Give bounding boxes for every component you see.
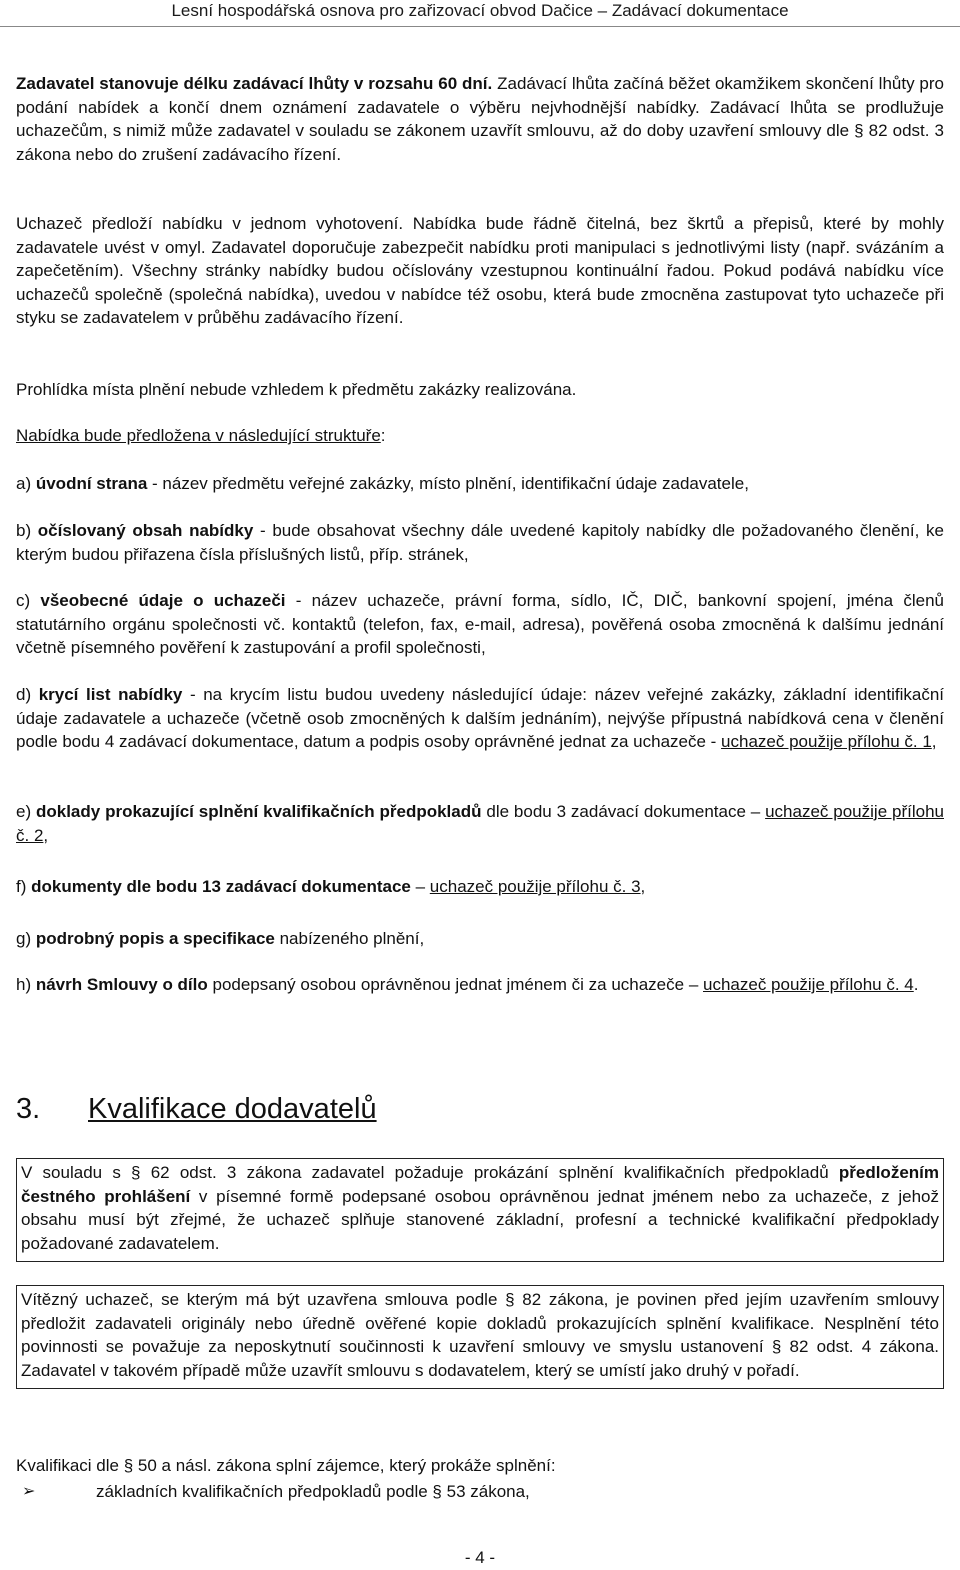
item-f bbox=[16, 875, 944, 899]
box-declaration bbox=[16, 1158, 944, 1262]
box-declaration-text-1: V souladu s § 62 odst. 3 zákona zadavatel požaduje prokázání splnění kvalifikačních předpokladů bbox=[21, 1163, 839, 1182]
item-e-end: , bbox=[43, 825, 49, 845]
item-g-bold: podrobný popis a specifikace bbox=[35, 929, 275, 948]
item-f-attachment-link[interactable]: uchazeč použije přílohu č. 3 bbox=[429, 877, 641, 896]
list-item-text: základních kvalifikačních předpokladů podle § 53 zákona, bbox=[96, 1481, 530, 1501]
item-c-bold: všeobecné údaje o uchazeči bbox=[40, 591, 286, 610]
section-title: Kvalifikace dodavatelů bbox=[88, 1093, 377, 1125]
inspection-text: Prohlídka místa plnění nebude vzhledem k předmětu zakázky realizována. bbox=[16, 380, 577, 399]
structure-heading-text: Nabídka bude předložena v následující struktuře bbox=[16, 426, 381, 445]
paragraph-qualification bbox=[16, 1454, 944, 1503]
item-g-prefix: g) bbox=[16, 929, 36, 948]
item-a-bold: úvodní strana bbox=[35, 474, 148, 493]
page-number bbox=[0, 1546, 960, 1570]
item-c-text: - název uchazeče, právní forma, sídlo, IČ, DIČ, bankovní spojení, jména členů statutárního orgánu společnosti vč. kontaktů (telefon, fax, e-mail, adresa), pověřená osoba zmocněná k dalšímu jednání včetně písemného pověření k zastupování a profil společnosti, bbox=[16, 591, 944, 657]
deadline-bold: Zadavatel stanovuje délku zadávací lhůty v rozsahu 60 dní. bbox=[16, 74, 493, 93]
item-b-bold: očíslovaný obsah nabídky bbox=[37, 521, 254, 540]
item-g bbox=[16, 927, 944, 951]
item-d-prefix: d) bbox=[16, 685, 39, 704]
item-f-prefix: f) bbox=[16, 877, 32, 896]
item-f-text: – bbox=[410, 877, 430, 896]
item-h-end: . bbox=[913, 975, 919, 994]
arrow-bullet-icon: ➢ bbox=[22, 1482, 36, 1500]
paragraph-deadline bbox=[16, 72, 944, 166]
list-item bbox=[16, 1480, 944, 1504]
item-e-prefix: e) bbox=[16, 802, 36, 821]
deadline-text: Zadávací lhůta začíná běžet okamžikem skončení lhůty pro podání nabídek a končí dnem oznámení zadavatele o výběru nejvhodnější nabídky. Zadávací lhůta se prodlužuje uchazečům, s nimiž může zadavatel v souladu se zákonem uzavřít smlouvu, až do doby uzavření smlouvy dle § 82 odst. 3 zákona nebo do zrušení zadávacího řízení. bbox=[16, 74, 945, 164]
item-h-bold: návrh Smlouvy o dílo bbox=[35, 975, 208, 994]
item-h-text: podepsaný osobou oprávněnou jednat jménem či za uchazeče – bbox=[207, 975, 703, 994]
item-h bbox=[16, 973, 944, 997]
item-a-prefix: a) bbox=[16, 474, 36, 493]
item-f-bold: dokumenty dle bodu 13 zadávací dokumentace bbox=[31, 877, 411, 896]
item-e-text: dle bodu 3 zadávací dokumentace – bbox=[481, 802, 766, 821]
structure-colon: : bbox=[380, 426, 386, 445]
box-declaration-bold: předložením čestného prohlášení bbox=[21, 1163, 939, 1206]
page-number-text: - 4 - bbox=[464, 1548, 496, 1567]
item-f-end: , bbox=[640, 877, 646, 896]
item-e bbox=[16, 800, 944, 847]
item-d-attachment-link[interactable]: uchazeč použije přílohu č. 1 bbox=[721, 732, 932, 751]
item-g-text: nabízeného plnění, bbox=[274, 929, 425, 948]
header-rule bbox=[0, 26, 960, 27]
offer-text: Uchazeč předloží nabídku v jednom vyhotovení. Nabídka bude řádně čitelná, bez škrtů a přepisů, které by mohly zadavatele uvést v omyl. Zadavatel doporučuje zabezpečit nabídku proti manipulaci s jednotlivými listy (např. svázáním a zapečetěním). Všechny stránky nabídky budou očíslovány vzestupnou kontinuální řadou. Pokud podává nabídku více uchazečů společně (společná nabídka), uvedou v nabídce též osobu, která bude zmocněna zastupovat tyto uchazeče při styku se zadavatelem v průběhu zadávacího řízení. bbox=[16, 214, 944, 327]
structure-heading bbox=[16, 424, 944, 448]
section-heading bbox=[16, 1092, 377, 1126]
item-d bbox=[16, 683, 944, 754]
box-winner bbox=[16, 1285, 944, 1389]
item-e-bold: doklady prokazující splnění kvalifikačních předpokladů bbox=[35, 802, 482, 821]
qualification-text: Kvalifikaci dle § 50 a násl. zákona splní zájemce, který prokáže splnění: bbox=[16, 1456, 556, 1475]
item-d-text: - na krycím listu budou uvedeny následující údaje: název veřejné zakázky, základní identifikační údaje zadavatele a uchazeče (včetně osob zmocněných k dalším jednáním), nejvýše přípustná nabídková cena v členění podle bodu 4 zadávací dokumentace, datum a podpis osoby oprávněné jednat za uchazeče - bbox=[16, 685, 945, 751]
item-c bbox=[16, 589, 944, 660]
item-h-prefix: h) bbox=[16, 975, 36, 994]
item-h-attachment-link[interactable]: uchazeč použije přílohu č. 4 bbox=[703, 975, 914, 994]
paragraph-offer bbox=[16, 212, 944, 330]
paragraph-inspection bbox=[16, 378, 944, 402]
item-a-text: - název předmětu veřejné zakázky, místo plnění, identifikační údaje zadavatele, bbox=[147, 474, 749, 493]
box-winner-text: Vítězný uchazeč, se kterým má být uzavřena smlouva podle § 82 zákona, je povinen před jejím uzavřením smlouvy předložit zadavateli originály nebo úředně ověřené kopie dokladů prokazujících splnění kvalifikace. Nesplnění této povinnosti se považuje za neposkytnutí součinnosti k uzavření smlouvy ve smyslu ustanovení § 82 odst. 4 zákona. Zadavatel v takovém případě může uzavřít smlouvu s dodavatelem, který se umístí jako druhý v pořadí. bbox=[21, 1290, 939, 1380]
section-number: 3. bbox=[16, 1093, 41, 1125]
item-d-end: , bbox=[931, 732, 937, 751]
box-declaration-text-2: v písemné formě podepsané osobou oprávněnou jednat jménem nebo za uchazeče, z jehož obsahu musí být zřejmé, že uchazeč splňuje stanovené základní, profesní a technické kvalifikační předpoklady požadované zadavatelem. bbox=[21, 1186, 939, 1253]
item-e-attachment-link[interactable]: uchazeč použije přílohu č. 2 bbox=[16, 802, 944, 845]
item-c-prefix: c) bbox=[16, 591, 41, 610]
item-b-text: - bude obsahovat všechny dále uvedené kapitoly nabídky dle požadovaného členění, ke kterým budou přiřazena čísla příslušných listů, příp. stránek, bbox=[16, 521, 945, 564]
header-title: Lesní hospodářská osnova pro zařizovací obvod Dačice – Zadávací dokumentace bbox=[171, 1, 789, 20]
page-header bbox=[0, 0, 960, 24]
item-b bbox=[16, 519, 944, 566]
item-d-bold: krycí list nabídky bbox=[38, 685, 183, 704]
item-a bbox=[16, 472, 944, 496]
item-b-prefix: b) bbox=[16, 521, 38, 540]
